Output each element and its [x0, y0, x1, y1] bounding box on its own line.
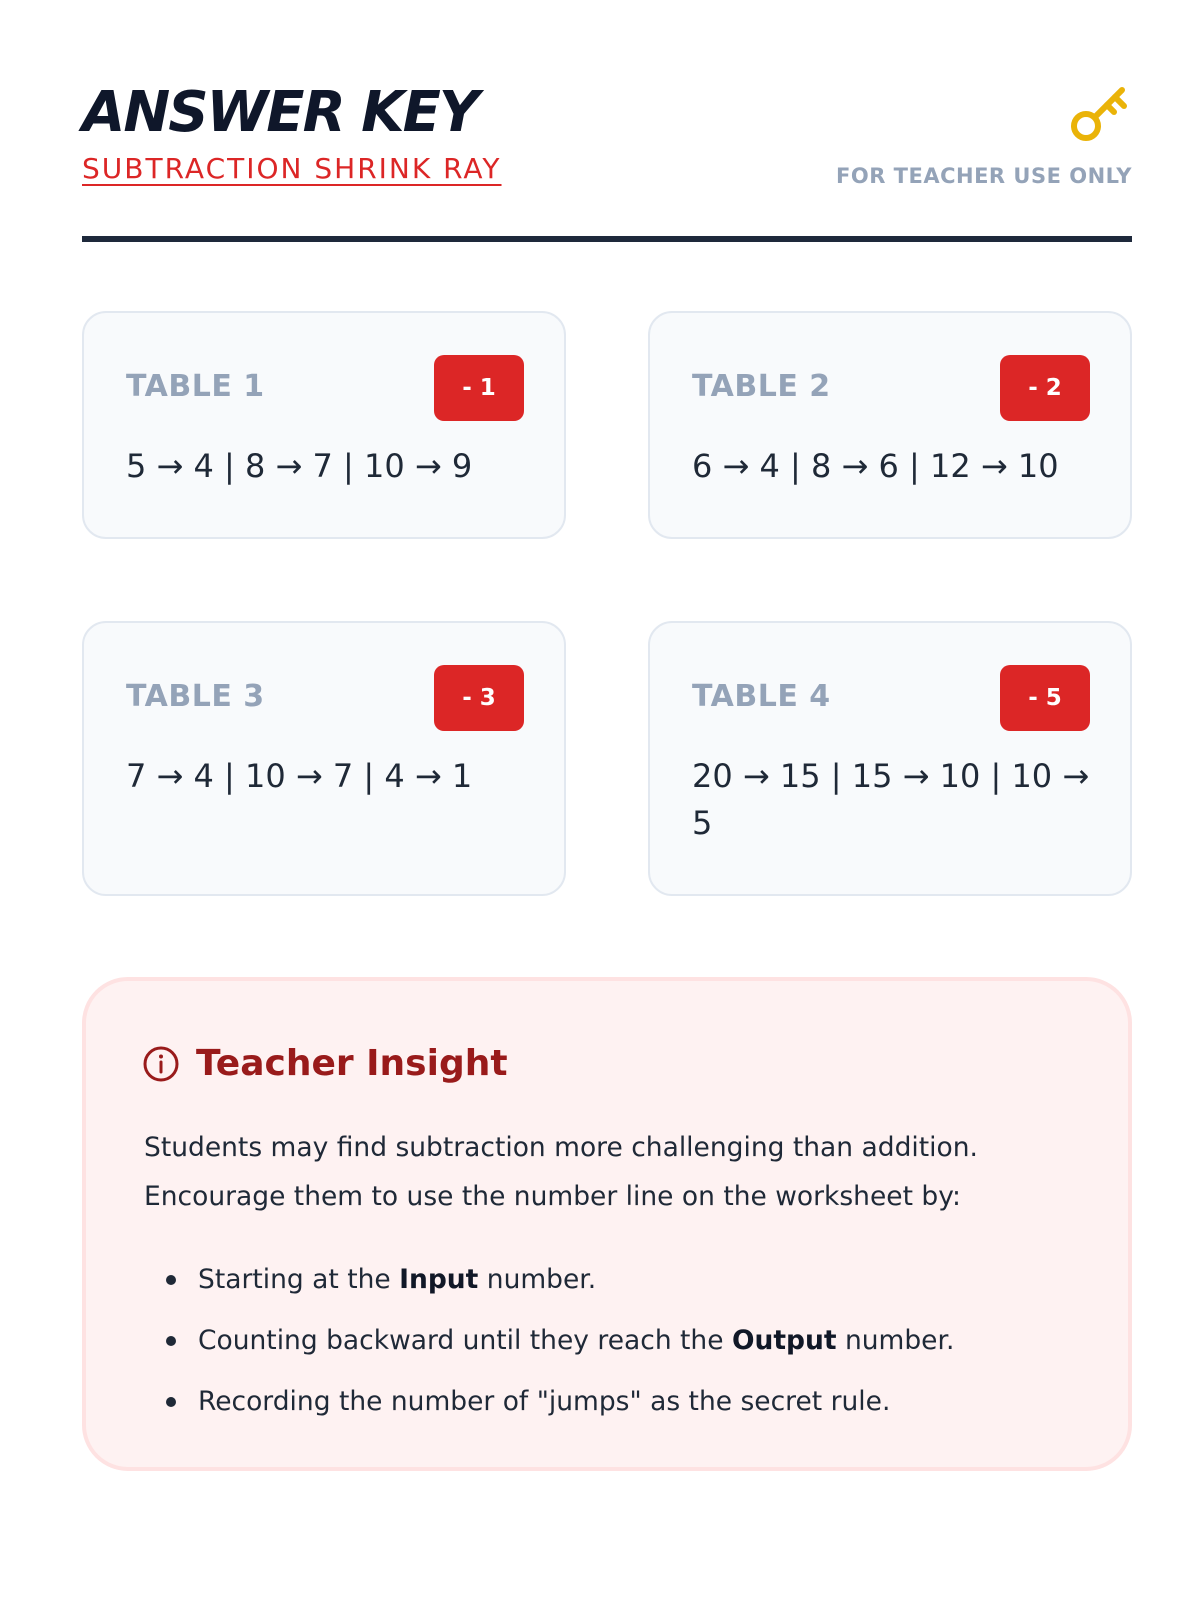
bullet-text-end: number. [836, 1325, 955, 1356]
teacher-only-note: FOR TEACHER USE ONLY [836, 164, 1132, 188]
page-header [82, 78, 1132, 243]
page-title: ANSWER KEY [82, 80, 478, 145]
table-values: 20 → 15 | 15 → 10 | 10 → 5 [692, 757, 1090, 842]
bullet-text-end: number. [478, 1264, 597, 1295]
key-icon [1068, 82, 1132, 146]
bullet-text: Recording the number of "jumps" as the secret rule. [198, 1386, 891, 1417]
bullet-dot [166, 1397, 176, 1407]
page-subtitle: SUBTRACTION SHRINK RAY [82, 152, 502, 185]
list-item [144, 1310, 1084, 1371]
rule-badge: - 1 [434, 355, 524, 421]
table-label: TABLE 3 [126, 679, 265, 714]
bullet-bold: Output [731, 1325, 837, 1356]
table-card-1 [82, 311, 566, 539]
bullet-text: Starting at the [198, 1264, 400, 1295]
rule-badge: - 5 [1000, 665, 1090, 731]
bullet-dot [166, 1275, 176, 1285]
table-values: 7 → 4 | 10 → 7 | 4 → 1 [126, 757, 473, 795]
bullet-dot [166, 1336, 176, 1346]
table-card-3 [82, 621, 566, 896]
list-item [144, 1249, 1084, 1310]
table-label: TABLE 2 [692, 369, 831, 404]
table-values: 6 → 4 | 8 → 6 | 12 → 10 [692, 447, 1059, 485]
table-card-4 [648, 621, 1132, 896]
table-card-2 [648, 311, 1132, 539]
table-label: TABLE 4 [692, 679, 831, 714]
list-item [144, 1371, 1084, 1432]
bullet-bold: Input [399, 1264, 479, 1295]
insight-heading [142, 1043, 508, 1084]
rule-badge: - 3 [434, 665, 524, 731]
bullet-text: Counting backward until they reach the [198, 1325, 732, 1356]
rule-badge: - 2 [1000, 355, 1090, 421]
insight-text: Students may find subtraction more challenging than addition. Encourage them to use the number line on the worksheet by: [144, 1132, 978, 1212]
insight-list [144, 1249, 1084, 1432]
info-icon [142, 1045, 180, 1083]
insight-title: Teacher Insight [196, 1043, 508, 1084]
header-divider [82, 236, 1132, 242]
teacher-insight-panel [82, 977, 1132, 1471]
table-values: 5 → 4 | 8 → 7 | 10 → 9 [126, 447, 473, 485]
table-label: TABLE 1 [126, 369, 265, 404]
